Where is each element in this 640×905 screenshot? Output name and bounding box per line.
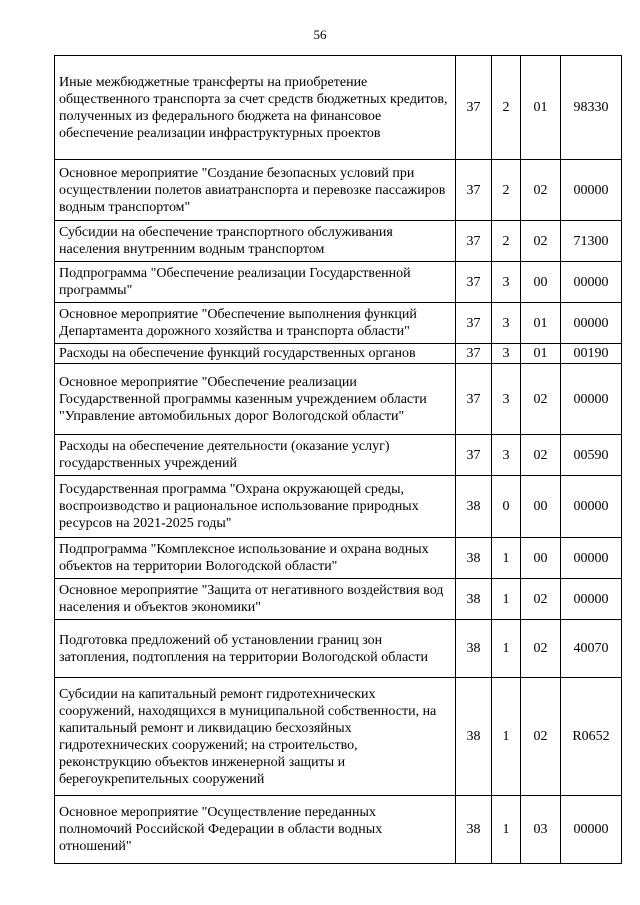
code-direction: 00000 xyxy=(561,476,622,538)
code-subprogram: 2 xyxy=(492,160,521,221)
row-name: Подпрограмма "Комплексное использование и охрана водных объектов на территории Вологодской области" xyxy=(55,538,456,579)
code-activity: 03 xyxy=(521,796,561,864)
code-direction: 00000 xyxy=(561,796,622,864)
code-activity: 02 xyxy=(521,579,561,620)
row-name: Субсидии на капитальный ремонт гидротехнических сооружений, находящихся в муниципальной собственности, на капитальный ремонт и ликвидацию бесхозяйных гидротехнических сооружений; на строительство, реконструкцию объектов инженерной защиты и берегоукрепительных сооружений xyxy=(55,678,456,796)
code-subprogram: 2 xyxy=(492,56,521,160)
code-activity: 01 xyxy=(521,56,561,160)
code-subprogram: 3 xyxy=(492,364,521,435)
code-activity: 02 xyxy=(521,678,561,796)
code-program: 38 xyxy=(456,538,492,579)
code-subprogram: 3 xyxy=(492,303,521,344)
code-activity: 00 xyxy=(521,538,561,579)
code-program: 37 xyxy=(456,344,492,364)
row-name: Расходы на обеспечение функций государственных органов xyxy=(55,344,456,364)
code-subprogram: 3 xyxy=(492,262,521,303)
table-row xyxy=(55,435,622,476)
row-name: Государственная программа "Охрана окружающей среды, воспроизводство и рациональное использование природных ресурсов на 2021-2025 годы" xyxy=(55,476,456,538)
code-program: 37 xyxy=(456,221,492,262)
code-direction: 00000 xyxy=(561,364,622,435)
code-direction: 40070 xyxy=(561,620,622,678)
code-direction: 00590 xyxy=(561,435,622,476)
table-row xyxy=(55,476,622,538)
code-subprogram: 1 xyxy=(492,538,521,579)
row-name: Расходы на обеспечение деятельности (оказание услуг) государственных учреждений xyxy=(55,435,456,476)
table-row xyxy=(55,56,622,160)
code-direction: 71300 xyxy=(561,221,622,262)
row-name: Подготовка предложений об установлении границ зон затопления, подтопления на территории Вологодской области xyxy=(55,620,456,678)
table-row xyxy=(55,160,622,221)
code-program: 37 xyxy=(456,364,492,435)
code-direction: 98330 xyxy=(561,56,622,160)
code-program: 38 xyxy=(456,678,492,796)
code-program: 38 xyxy=(456,579,492,620)
row-name: Основное мероприятие "Создание безопасных условий при осуществлении полетов авиатранспорта и перевозке пассажиров водным транспортом" xyxy=(55,160,456,221)
table-row xyxy=(55,303,622,344)
table-row xyxy=(55,221,622,262)
budget-classification-table xyxy=(54,55,622,864)
page-number: 56 xyxy=(313,27,327,42)
row-name: Субсидии на обеспечение транспортного обслуживания населения внутренним водным транспортом xyxy=(55,221,456,262)
code-subprogram: 0 xyxy=(492,476,521,538)
row-name: Подпрограмма "Обеспечение реализации Государственной программы" xyxy=(55,262,456,303)
code-activity: 02 xyxy=(521,221,561,262)
code-subprogram: 1 xyxy=(492,620,521,678)
row-name: Иные межбюджетные трансферты на приобретение общественного транспорта за счет средств бюджетных кредитов, полученных из федерального бюджета на финансовое обеспечение реализации инфраструктурных проектов xyxy=(55,56,456,160)
code-program: 37 xyxy=(456,262,492,303)
table-row xyxy=(55,344,622,364)
code-activity: 02 xyxy=(521,364,561,435)
code-program: 37 xyxy=(456,56,492,160)
code-activity: 00 xyxy=(521,262,561,303)
code-program: 37 xyxy=(456,435,492,476)
code-program: 38 xyxy=(456,796,492,864)
table-row xyxy=(55,364,622,435)
table-row xyxy=(55,579,622,620)
code-subprogram: 1 xyxy=(492,579,521,620)
code-activity: 01 xyxy=(521,303,561,344)
row-name: Основное мероприятие "Осуществление переданных полномочий Российской Федерации в области водных отношений" xyxy=(55,796,456,864)
row-name: Основное мероприятие "Обеспечение реализации Государственной программы казенным учреждением области "Управление автомобильных дорог Вологодской области" xyxy=(55,364,456,435)
code-subprogram: 1 xyxy=(492,678,521,796)
code-direction: 00000 xyxy=(561,579,622,620)
row-name: Основное мероприятие "Защита от негативного воздействия вод населения и объектов экономики" xyxy=(55,579,456,620)
code-activity: 01 xyxy=(521,344,561,364)
code-activity: 00 xyxy=(521,476,561,538)
code-subprogram: 2 xyxy=(492,221,521,262)
code-activity: 02 xyxy=(521,160,561,221)
code-direction: 00000 xyxy=(561,538,622,579)
table-row xyxy=(55,262,622,303)
code-activity: 02 xyxy=(521,435,561,476)
code-subprogram: 3 xyxy=(492,435,521,476)
code-program: 38 xyxy=(456,476,492,538)
code-direction: 00000 xyxy=(561,160,622,221)
code-subprogram: 1 xyxy=(492,796,521,864)
code-program: 37 xyxy=(456,303,492,344)
code-activity: 02 xyxy=(521,620,561,678)
code-direction: 00190 xyxy=(561,344,622,364)
code-direction: R0652 xyxy=(561,678,622,796)
table-row xyxy=(55,620,622,678)
table-row xyxy=(55,538,622,579)
table-row xyxy=(55,796,622,864)
table-row xyxy=(55,678,622,796)
code-program: 38 xyxy=(456,620,492,678)
code-direction: 00000 xyxy=(561,303,622,344)
row-name: Основное мероприятие "Обеспечение выполнения функций Департамента дорожного хозяйства и транспорта области" xyxy=(55,303,456,344)
code-program: 37 xyxy=(456,160,492,221)
code-direction: 00000 xyxy=(561,262,622,303)
code-subprogram: 3 xyxy=(492,344,521,364)
